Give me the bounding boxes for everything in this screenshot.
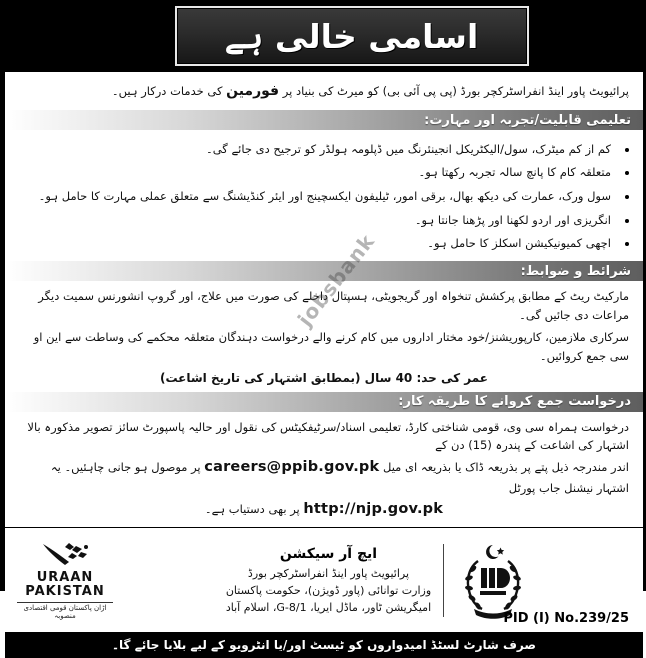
age-limit: عمر کی حد: 40 سال (بمطابق اشتہار کی تاریخ اشاعت) [159,370,489,385]
list-item [5,161,633,185]
shortlist-note: صرف شارٹ لسٹڈ امیدواروں کو ٹیسٹ اور/یا انٹرویو کے لیے بلایا جائے گا۔ [112,638,536,653]
uraan-urdu-tagline: اڑان پاکستان قومی اقتصادی منصوبہ [17,602,113,620]
apply-line2-prefix: اندر مندرجہ ذیل پتے پر بذریعہ ڈاک یا بذریعہ ای میل [383,459,629,474]
bullet-icon [625,148,629,152]
list-item-text: اچھی کمیونیکیشن اسکلز کا حامل ہو۔ [427,236,611,251]
apply-line3-suffix: پر بھی دستیاب ہے۔ [204,502,300,517]
apply-instructions-line-1: درخواست ہمراہ سی وی، قومی شناختی کارڈ، تعلیمی اسناد/سرٹیفکیٹس کی نقول اور حالیہ پاسپورٹ سائز تصویر مذکورہ بالا اشتہار کی اشاعت کے پندرہ (15) دن کے [27,419,629,453]
terms-item-2: سرکاری ملازمین، کارپوریشنز/خود مختار اداروں میں کام کرنے والے درخواست دہندگان متعلقہ محکمے کی وساطت سے این او سی جمع کروائیں۔ [33,330,629,363]
organization-address [226,544,444,616]
list-item [5,137,633,161]
uraan-name-line-2: PAKISTAN [25,584,105,600]
uraan-bird-icon [17,541,113,571]
ministry-name: وزارت توانائی (پاور ڈویژن)، حکومت پاکستان [225,584,432,598]
list-item-text: سول ورک، عمارت کی دیکھ بھال، برقی امور، ٹیلیفون ایکسچینج اور ایئر کنڈیشنگ سے متعلق عملی مہارت کا حامل ہو۔ [38,188,611,203]
list-item [5,184,633,208]
email-address[interactable]: careers@ppib.gov.pk [204,458,380,475]
list-item-text: متعلقہ کام کا پانچ سالہ تجربہ رکھتا ہو۔ [418,165,611,180]
section-header-qualification [5,110,643,130]
list-item [5,232,633,256]
watermark: jobsbank [292,229,380,331]
title-band [5,0,643,72]
terms-item-1: مارکیٹ ریٹ کے مطابق پرکشش تنخواہ اور گریجویٹی، ہسپتال داخلے کی صورت میں علاج، اور گروپ انشورنس سمیت دیگر مراعات دی جائیں گی۔ [38,289,629,322]
hr-section-label: ایچ آر سیکشن [279,546,378,563]
uraan-pakistan-logo [17,541,113,620]
section-header-apply-label: درخواست جمع کروانے کا طریقہ کار: [398,394,631,410]
list-item-text: انگریزی اور اردو لکھنا اور پڑھنا جانتا ہو۔ [414,212,611,227]
ppib-logo-icon [456,541,530,619]
apply-instructions-line-2 [5,455,643,498]
section-header-apply [5,392,643,412]
intro-line [5,72,643,110]
position-title: فورمین [226,83,280,99]
title-plate [175,6,529,66]
organization-name: پرائیویٹ پاور اینڈ انفراسٹرکچر بورڈ [247,567,410,581]
organization-block [113,541,643,619]
bullet-icon [625,195,629,199]
shortlist-note-bar [5,632,643,658]
postal-address: امیگریشن ٹاور، ماڈل ایریا، G-8/1، اسلام آباد [225,601,432,615]
qualification-list [5,130,643,261]
list-item-text: کم از کم میٹرک، سول/الیکٹریکل انجینئرنگ میں ڈپلومہ ہولڈر کو ترجیح دی جائے گی۔ [205,141,611,156]
job-portal-url[interactable]: http://njp.gov.pk [303,501,444,518]
section-header-terms [5,261,643,281]
section-header-terms-label: شرائط و ضوابط: [520,263,631,279]
bullet-icon [625,242,629,246]
pid-number: PID (I) No.239/25 [503,611,629,627]
intro-prefix: پرائیویٹ پاور اینڈ انفراسٹرکچر بورڈ (پی پی آئی بی) کو میرٹ کی بنیاد پر [282,84,629,98]
bullet-icon [625,219,629,223]
section-header-qualification-label: تعلیمی قابلیت/تجربہ اور مہارت: [424,112,631,128]
apply-instructions-line-3 [5,497,643,527]
intro-suffix: کی خدمات درکار ہیں۔ [111,84,223,98]
page-title: اسامی خالی ہے [224,16,479,56]
footer [5,527,643,632]
bullet-icon [625,171,629,175]
uraan-name-line-1: URAAN [36,569,94,585]
list-item [5,208,633,232]
apply-line2-suffix: پر موصول ہو جانی چاہئیں۔ یہ اشتہار نیشنل جاب پورٹل [50,459,629,495]
